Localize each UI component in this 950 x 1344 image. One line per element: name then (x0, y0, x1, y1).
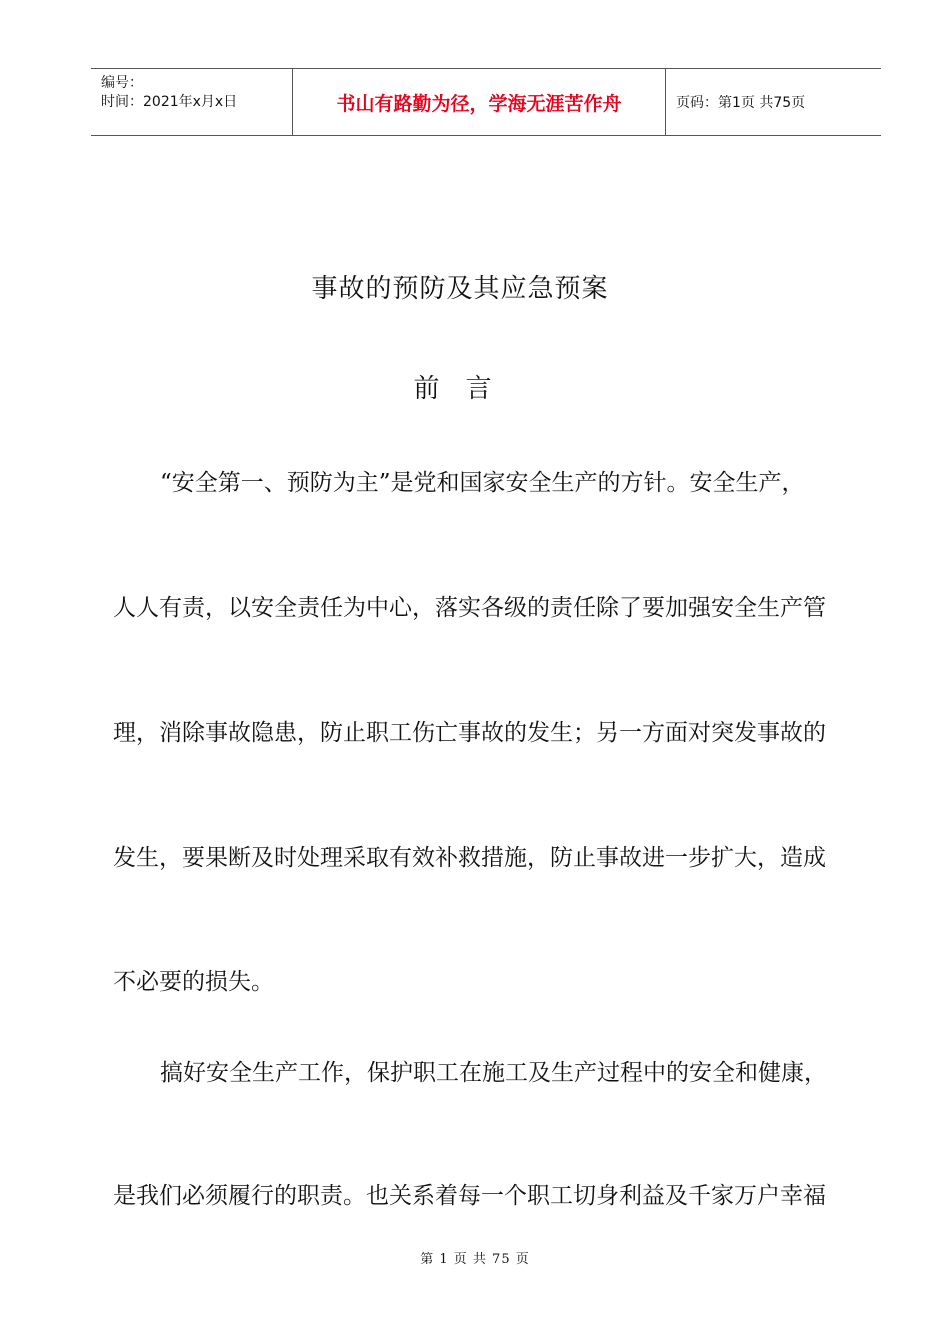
section-title-part2: 言 (465, 374, 492, 404)
page-footer: 第 1 页 共 75 页 (420, 1252, 530, 1267)
paragraph-line: 人人有责，以安全责任为中心，落实各级的责任除了要加强安全生产管 (113, 595, 826, 621)
section-title-part1: 前 (413, 374, 440, 404)
paragraph-line: 理，消除事故隐患，防止职工伤亡事故的发生；另一方面对突发事故的 (113, 720, 826, 746)
header-motto-cell (293, 69, 666, 135)
header-motto: 书山有路勤为径，学海无涯苦作舟 (336, 92, 622, 115)
document-time-label: 时间：2021年x月x日 (101, 94, 238, 110)
page-header (91, 68, 881, 136)
document-title: 事故的预防及其应急预案 (311, 274, 609, 304)
paragraph-line: 是我们必须履行的职责。也关系着每一个职工切身利益及千家万户幸福 (113, 1183, 826, 1209)
header-info-cell (91, 69, 293, 135)
paragraph-line: 搞好安全生产工作，保护职工在施工及生产过程中的安全和健康， (160, 1060, 827, 1086)
section-title (0, 368, 905, 405)
header-page-label: 页码：第1页 共75页 (676, 95, 806, 111)
paragraph-line: 发生，要果断及时处理采取有效补救措施，防止事故进一步扩大，造成 (113, 845, 826, 871)
document-number-label: 编号： (101, 75, 143, 91)
paragraph-line: “安全第一、预防为主”是党和国家安全生产的方针。安全生产， (160, 470, 805, 496)
header-page-cell (666, 69, 881, 135)
paragraph-line: 不必要的损失。 (113, 969, 274, 995)
